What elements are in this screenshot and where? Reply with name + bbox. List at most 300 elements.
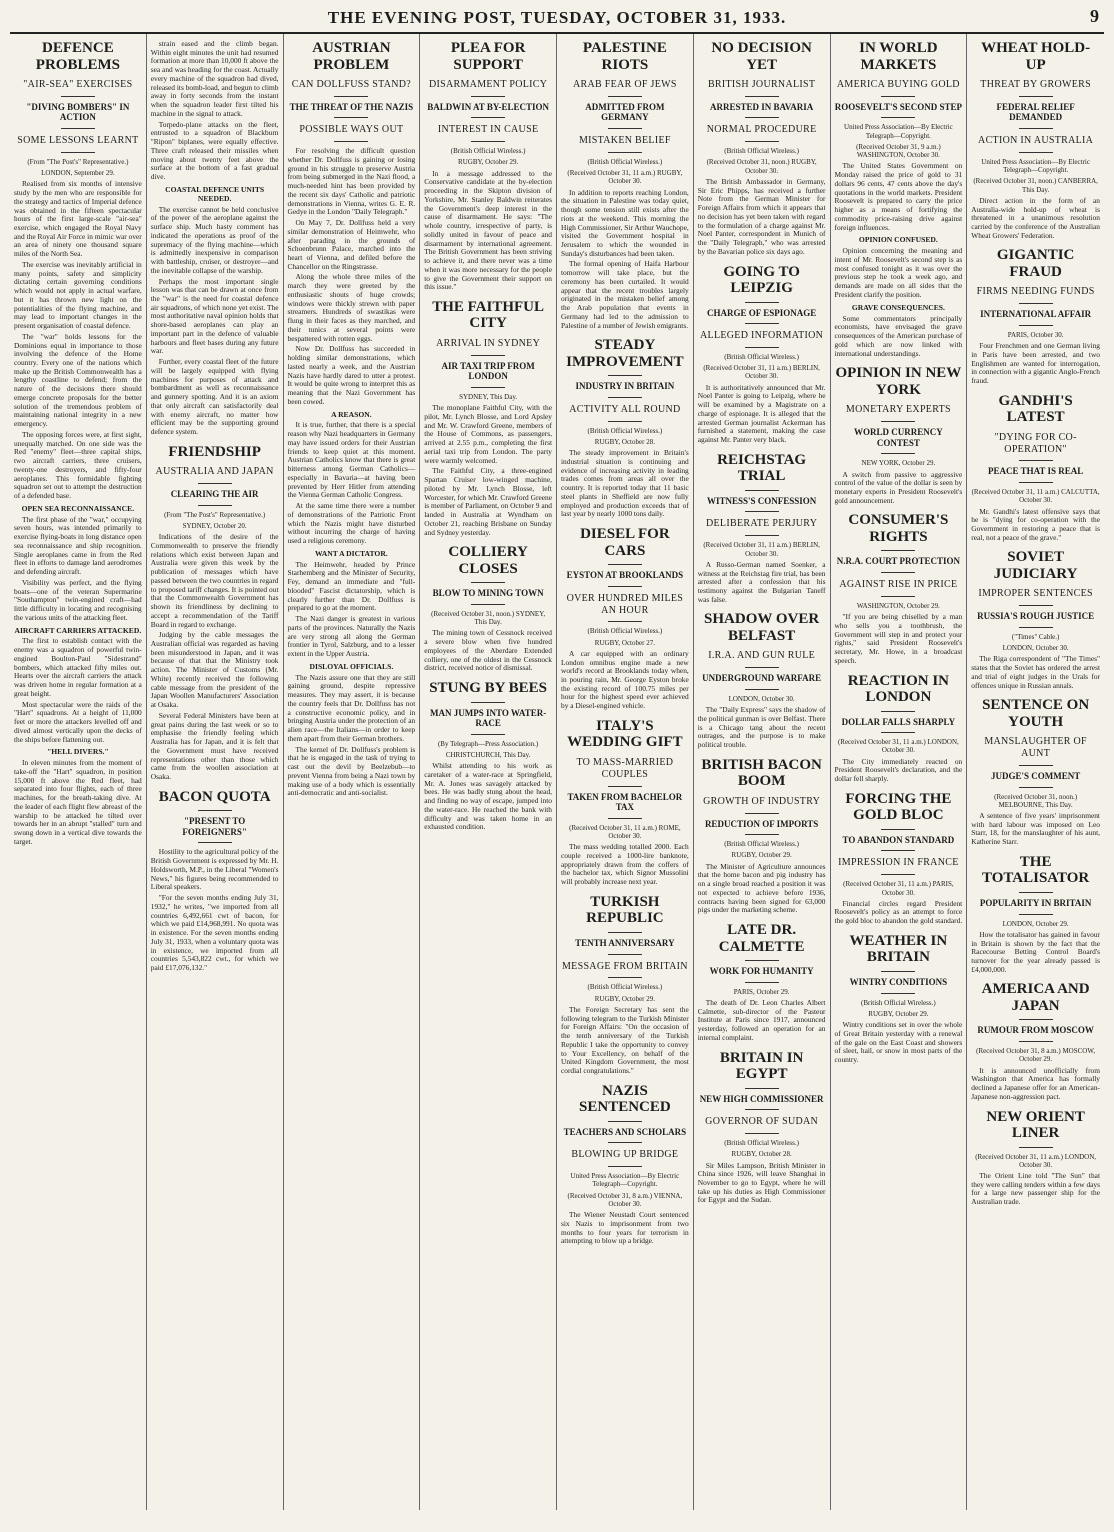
deck-headline: AMERICA BUYING GOLD <box>836 79 960 90</box>
article <box>151 789 279 973</box>
deck-headline: GOVERNOR OF SUDAN <box>705 1116 819 1128</box>
divider-rule <box>745 511 779 512</box>
body-paragraph: The Nazis assure one that they are still gaining ground, despite repressive measures. They may assert, it is because the country feels that Dr. Dollfuss has not a constructive economic policy, and in bringing Austria under the protection of an alien race—the Italians—in order to keep them apart from their German brothers. <box>287 672 416 743</box>
credit-line: (British Official Wireless.) <box>724 1139 799 1148</box>
deck-headline: INTERNATIONAL AFFAIR <box>980 309 1092 320</box>
body-paragraph: It is true, further, that there is a special reason why Nazi headquarters in Germany may have issued orders for their Austrian friends to keep quiet at this moment. Austrian Catholics know that there is great bitterness among German Catholics—especially in Bavaria—at having been prevented by Herr Hitler from attending the Vienna German Catholic Congress. <box>287 420 416 500</box>
divider-rule <box>745 1088 779 1089</box>
column <box>284 34 421 1510</box>
divider-rule <box>745 141 779 142</box>
body-paragraph: The monoplane Faithful City, with the pilot, Mr. Lynch Blosse, and Lord Apsley and Mr. W. Crawford Greene, members of the House of Commons, as passengers, arrived at 2.55 p.m., completing the first aerial taxi trip from London. The party were warmly welcomed. <box>424 403 552 465</box>
divider-rule <box>608 128 642 129</box>
column <box>831 34 968 1510</box>
deck-headline: "PRESENT TO FOREIGNERS" <box>182 816 247 837</box>
body-paragraph: "For the seven months ending July 31, 1932," he writes, "we imported from all countries 6,492,661 cwt of bacon, for which we paid £14,968,991. No quota was in existence. For the seven months ending July 31, 1933, when a voluntary quota was in existence, we imported from all countries 5,543,822 cwt., for which we paid £17,076,132." <box>150 893 279 972</box>
credit-line: (British Official Wireless.) <box>724 147 799 156</box>
headline: PLEA FOR SUPPORT <box>450 40 526 73</box>
body-paragraph: Hostility to the agricultural policy of the British Government is expressed by Mr. H. Holdsworth, M.P., in the Liberal "Women's News," his figures being recommended to Liberal speakers. <box>150 847 279 892</box>
dateline: LONDON, October 30. <box>1002 644 1069 653</box>
divider-rule <box>745 982 779 983</box>
divider-rule <box>608 96 642 97</box>
deck-headline: TO ABANDON STANDARD <box>842 834 955 845</box>
deck-headline: WORLD CURRENCY CONTEST <box>853 427 943 448</box>
divider-rule <box>608 1166 642 1167</box>
deck-headline: BACON QUOTA <box>158 788 271 805</box>
body-paragraph: Judging by the cable messages the Australian official was regarded as having been misunderstood in Japan, and it was because of that that the Ministry took action. The Minister of Customs (Mr. White) recently received the following cable message from the president of the Japan Woollen Manufacturers' Association at Osaka. <box>150 630 279 710</box>
article <box>971 981 1100 1101</box>
divider-rule <box>745 347 779 348</box>
body-paragraph: A sentence of five years' imprisonment with hard labour was imposed on Leo Starr, 18, for the manslaughter of his aunt, Katherine Starr. <box>971 811 1100 847</box>
article <box>835 673 963 784</box>
dateline: SYDNEY, October 20. <box>182 521 247 530</box>
article <box>698 611 826 749</box>
deck-headline: BALDWIN AT BY-ELECTION <box>427 101 550 112</box>
dateline: (Received October 31, 11 a.m.) LONDON, October 30. <box>975 1152 1097 1169</box>
deck-headline: RUSSIA'S ROUGH JUSTICE <box>977 611 1095 622</box>
dateline: (Received October 31, 11 a.m.) PARIS, October 30. <box>843 880 954 897</box>
deck-headline: CAN DOLLFUSS STAND? <box>291 79 412 90</box>
divider-rule <box>881 550 915 551</box>
divider-rule <box>745 960 779 961</box>
divider-rule <box>471 702 505 703</box>
body-paragraph: The exercise was inevitably artificial in many points, safety and simplicity dictating certain governing conditions which would not apply in actual warfare, but it has thrown new light on the potentialities of the flying machine, and may lead to important changes in the present organisation of coastal defence. <box>14 259 142 331</box>
deck-headline: NEW HIGH COMMISSIONER <box>699 1093 824 1104</box>
divider-rule <box>608 1121 642 1122</box>
body-paragraph: The opposing forces were, at first sight, unequally matched. On one side was the Red "enemy" fleet—three capital ships, two aircraft carriers, three cruisers, twenty-one destroyers, and fifty-four aeroplanes. This formidable fighting squadron set out to attempt the destruction of a defended base. <box>14 429 142 501</box>
divider-rule <box>881 596 915 597</box>
body-paragraph: Some commentators principally economists, have envisaged the grave consequences of the American purchase of gold which are now linked with international understandings. <box>834 313 963 358</box>
deck-headline: FEDERAL RELIEF DEMANDED <box>996 101 1075 123</box>
divider-rule <box>471 141 505 142</box>
deck-headline: IMPROPER SENTENCES <box>978 588 1093 600</box>
article <box>835 933 963 1065</box>
deck-headline: JUDGE'S COMMENT <box>990 770 1081 781</box>
deck-headline: MONETARY EXPERTS <box>845 404 951 416</box>
divider-rule <box>745 689 779 690</box>
deck-headline: ARRESTED IN BAVARIA <box>710 101 814 112</box>
divider-rule <box>881 96 915 97</box>
body-paragraph: It is authoritatively announced that Mr. Noel Panter is going to Leipzig, where he will be examined by a Magistrate on a charge of espionage. It is alleged that the arrested German journalist Ackerman has furnished a statement, making the case against Mr. Panter very black. <box>697 382 826 445</box>
credit-line: (British Official Wireless.) <box>587 627 663 636</box>
column <box>694 34 831 1510</box>
body-paragraph: Whilst attending to his work as caretaker of a water-race at Springfield, Mr. A. Jones was savagely attacked by bees. He was badly stung about the head, and finding no way of escape, jumped into the water-race. He reached the bank with difficulty and was taken home in an exhausted condition. <box>424 761 552 832</box>
divider-rule <box>1019 460 1053 461</box>
deck-headline: WITNESS'S CONFESSION <box>706 495 817 506</box>
divider-rule <box>61 96 95 97</box>
dateline: (Received October 31, 11 a.m.) BERLIN, October 30. <box>703 541 820 558</box>
dateline: RUGBY, October 28. <box>594 437 655 446</box>
deck-headline: "DYING FOR CO-OPERATION" <box>994 431 1077 455</box>
divider-rule <box>1019 482 1053 483</box>
divider-rule <box>1019 892 1053 893</box>
divider-rule <box>1019 1147 1053 1148</box>
divider-rule <box>745 302 779 303</box>
body-paragraph: Indications of the desire of the Commonwealth to preserve the friendly relations which exist between Japan and Australia were given this week by the publication of messages which have passed between the two countries in regard to proposed tariff changes. It is pointed out that the Commonwealth Government has shown its friendliness by declining to accept a recommendation of the Tariff Board in regard to exchange. <box>150 532 279 629</box>
article <box>698 452 826 605</box>
divider-rule <box>745 834 779 835</box>
credit-line: United Press Association—By Electric Telegraph—Copyright. <box>844 123 953 140</box>
divider-rule <box>471 355 505 356</box>
dateline: RUGBY, October 29. <box>731 851 792 860</box>
article <box>835 40 963 358</box>
dateline: RUGBY, October 28. <box>731 1150 792 1159</box>
credit-line: United Press Association—By Electric Telegraph—Copyright. <box>570 1172 680 1189</box>
dateline: RUGBY, October 27. <box>594 638 655 647</box>
divider-rule <box>198 483 232 484</box>
divider-rule <box>881 993 915 994</box>
deck-headline: NAZIS SENTENCED <box>579 1082 671 1116</box>
deck-headline: REDUCTION OF IMPORTS <box>704 818 819 829</box>
headline: AUSTRIAN PROBLEM <box>312 40 391 73</box>
body-paragraph: In eleven minutes from the moment of take-off the "Hart" squadron, in position 15,000 ft above the Red fleet, had separated into four flights, each of three machines, for the breath-taking dive. At the leader of each flight flew abreast of the warship to be attacked he tilted over towards her in an abrupt "stalled" turn and swung down in a vertical dive towards the target. <box>14 758 142 846</box>
column <box>967 34 1104 1510</box>
deck-headline: CHARGE OF ESPIONAGE <box>707 307 817 318</box>
divider-rule <box>745 490 779 491</box>
body-paragraph: The first to establish contact with the enemy was a squadron of powerful twin-engined Boulton-Paul "Sidestrand" bombers, which attacked fifty miles out. Hearts over the aircraft carriers the attack was driven home in regular formation at a great height. <box>14 636 142 698</box>
article <box>971 40 1100 240</box>
article <box>561 526 689 711</box>
divider-rule <box>1019 605 1053 606</box>
divider-rule <box>608 932 642 933</box>
subheading: WANT A DICTATOR. <box>315 548 388 558</box>
deck-headline: DOLLAR FALLS SHARPLY <box>841 716 956 727</box>
body-paragraph: The Nazi danger is greatest in various parts of the provinces. Naturally the Nazis are very strong all along the German frontier in Tyrol, Salzburg, and to a lesser extent in the Upper Austria. <box>287 614 416 659</box>
article <box>561 1083 689 1246</box>
divider-rule <box>198 842 232 843</box>
divider-rule <box>745 667 779 668</box>
body-paragraph: Four Frenchmen and one German living in Paris have been arrested, and two Englishmen are wanted for interrogation, in connection with a gigantic Anglo-French fraud. <box>971 341 1100 386</box>
headline: GANDHI'S LATEST <box>998 392 1073 426</box>
dateline: PARIS, October 30. <box>1007 330 1064 339</box>
deck-headline: MISTAKEN BELIEF <box>578 135 671 147</box>
headline: DEFENCE PROBLEMS <box>35 40 120 73</box>
article <box>424 544 552 673</box>
body-paragraph: Most spectacular were the raids of the "Hart" squadrons. At a height of 11,000 feet or more the attackers levelled off and dived almost vertically upon the decks of the ships before flattening out. <box>14 699 142 744</box>
deck-headline: POPULARITY IN BRITAIN <box>979 897 1092 908</box>
dateline: (Received October 31, 11 a.m.) RUGBY, October 30. <box>567 169 683 186</box>
body-paragraph: "If you are being chiselled by a man who sells you a toothbrush, the Government will step in and protect your rights," said President Roosevelt's secretary, Mr. Howe, in a broadcast speech. <box>834 612 963 665</box>
dateline: WASHINGTON, October 29. <box>856 601 940 610</box>
subheading: OPINION CONFUSED. <box>858 235 938 245</box>
credit-line: (British Official Wireless.) <box>450 147 526 156</box>
column-grid <box>10 34 1104 1510</box>
divider-rule <box>1019 1041 1053 1042</box>
divider-rule <box>608 564 642 565</box>
dateline: RUGBY, October 29. <box>868 1009 929 1018</box>
dateline: (Received October 31, 11 a.m.) ROME, October 30. <box>569 823 681 840</box>
divider-rule <box>745 813 779 814</box>
deck-headline: NEW ORIENT LINER <box>986 1108 1085 1142</box>
body-paragraph: The "war" holds lessons for the Dominions equal in importance to those involving the defence of the Home country. Every one of the nations which make up the British Commonwealth has a lengthy coastline to defend; from the nature of the decisions there should emerge concrete proposals for the better solution of the tremendous problem of maintaining national integrity in a new emergency. <box>14 331 142 429</box>
headline: FRIENDSHIP <box>168 443 261 460</box>
deck-headline: MESSAGE FROM BRITAIN <box>561 960 688 972</box>
deck-headline: SOME LESSONS LEARNT <box>17 135 139 147</box>
body-paragraph: The United States Government on Monday raised the price of gold to 31 dollars 96 cents, 47 cents above the day's quotations in the world markets. President Roosevelt is prepared to carry the price higher as a means of fortifying the commodity price-raising drive against foreign influences. <box>834 161 963 232</box>
article <box>151 40 279 437</box>
deck-headline: STEADY IMPROVEMENT <box>566 337 684 370</box>
credit-line: (British Official Wireless.) <box>587 426 663 435</box>
divider-rule <box>1019 152 1053 153</box>
divider-rule <box>471 582 505 583</box>
article <box>561 718 689 887</box>
credit-line: (By Telegraph—Press Association.) <box>437 739 539 748</box>
deck-headline: AGAINST RISE IN PRICE <box>839 579 958 591</box>
body-paragraph: Several Federal Ministers have been at great pains during the last week or so to emphasise the friendly feeling which Australia has for Japan, and it is felt that the Government must have received representations other than those which came from the woollen association at Osaka. <box>150 710 279 781</box>
deck-headline: PEACE THAT IS REAL <box>987 466 1084 477</box>
headline: SHADOW OVER BELFAST <box>704 611 820 644</box>
body-paragraph: For resolving the difficult question whether Dr. Dollfuss is gaining or losing ground in his struggle to preserve Austria from being submerged in the Nazi flood, a much-needed hint has been provided by the recent six days' Catholic and patriotic demonstrations in Vienna, writes G. E. R. Gedye in the London "Daily Telegraph." <box>287 146 416 217</box>
divider-rule <box>745 1133 779 1134</box>
deck-headline: ALLEGED INFORMATION <box>700 330 824 342</box>
credit-line: United Press Association—By Electric Telegraph—Copyright. <box>981 157 1090 175</box>
article <box>151 444 279 782</box>
dateline: (Received October 31, 11 a.m.) CALCUTTA, October 30. <box>971 488 1100 505</box>
divider-rule <box>745 323 779 324</box>
divider-rule <box>881 453 915 454</box>
body-paragraph: The mining town of Cessnock received a severe blow when five hundred employees of the Aberdare Extended colliery, one of the oldest in the Cessnock district, received notice of dismissal. <box>424 628 552 673</box>
deck-headline: EYSTON AT BROOKLANDS <box>566 570 684 581</box>
article <box>835 512 963 665</box>
divider-rule <box>608 152 642 153</box>
headline: WHEAT HOLD-UP <box>981 40 1091 73</box>
divider-rule <box>1019 1019 1053 1020</box>
deck-headline: BRITISH JOURNALIST <box>707 79 816 90</box>
body-paragraph: At the same time there were a number of demonstrations of the Patriotic Front which the Nazis might have disturbed without incurring the charge of having used a religious ceremony. <box>287 501 416 545</box>
article <box>835 365 963 505</box>
credit-line: (From "The Post's" Representative.) <box>164 510 266 519</box>
deck-headline: IMPRESSION IN FRANCE <box>838 857 959 869</box>
divider-rule <box>608 1142 642 1143</box>
divider-rule <box>1019 765 1053 766</box>
body-paragraph: Sir Miles Lampson, British Minister in China since 1926, will leave Shanghai in November to go to Egypt, where he will take up his duties as High Commissioner for Egypt and the Sudan. <box>697 1160 826 1205</box>
deck-headline: OVER HUNDRED MILES AN HOUR <box>566 592 684 616</box>
deck-headline: "DIVING BOMBERS" IN ACTION <box>26 101 130 123</box>
deck-headline: INTEREST IN CAUSE <box>437 124 539 136</box>
headline: NO DECISION YET <box>711 40 812 73</box>
headline: SOVIET JUDICIARY <box>993 549 1078 582</box>
dateline: SYDNEY, This Day. <box>459 393 518 401</box>
divider-rule <box>608 977 642 978</box>
article <box>698 922 826 1043</box>
subheading: OPEN SEA RECONNAISSANCE. <box>21 503 135 513</box>
divider-rule <box>334 96 368 97</box>
deck-headline: NORMAL PROCEDURE <box>706 124 817 136</box>
deck-headline: FIRMS NEEDING FUNDS <box>976 286 1095 298</box>
headline: ITALY'S WEDDING GIFT <box>567 717 683 751</box>
article <box>971 1109 1100 1207</box>
column <box>557 34 694 1510</box>
body-paragraph: The death of Dr. Leon Charles Albert Calmette, sub-director of the Pasteur Institute at Paris since 1917, announced yesterday, followed an operation for an internal complaint. <box>697 997 826 1042</box>
dateline: PARIS, October 29. <box>733 987 790 996</box>
divider-rule <box>881 572 915 573</box>
divider-rule <box>881 850 915 851</box>
subheading: A REASON. <box>331 409 372 419</box>
divider-rule <box>198 810 232 811</box>
divider-rule <box>334 117 368 118</box>
body-paragraph: The first phase of the "war," occupying seven hours, was intended primarily to exercise flying-boats in long distance open sea reconnaissance and ship recognition. Single aeroplanes came in from the Red fleet in efforts to damage land aerodromes and defending aircraft. <box>14 514 142 577</box>
deck-headline: BRITAIN IN EGYPT <box>719 1049 804 1083</box>
deck-headline: ARRIVAL IN SYDNEY <box>436 337 541 349</box>
headline: THE FAITHFUL CITY <box>432 298 545 332</box>
deck-headline: TAKEN FROM BACHELOR TAX <box>567 791 683 813</box>
divider-rule <box>471 604 505 605</box>
credit-line: (British Official Wireless.) <box>724 840 799 849</box>
divider-rule <box>745 117 779 118</box>
body-paragraph: The "Daily Express" says the shadow of the political gunman is over Belfast. There is a Chicago tang about the recent outrages, and the purpose is to make political trouble. <box>697 705 826 750</box>
body-paragraph: The City immediately reacted on President Roosevelt's declaration, and the dollar fell sharply. <box>834 756 963 784</box>
body-paragraph: It is announced unofficially from Washington that America has formally declined a Japanese offer for an American-Japanese non-aggression pact. <box>971 1065 1100 1101</box>
body-paragraph: How the totalisator has gained in favour in Britain is shown by the fact that the Racecourse Betting Control Board's turnover for the year already passed is £4,000,000. <box>971 929 1100 974</box>
headline: OPINION IN NEW YORK <box>835 365 962 398</box>
deck-headline: CLEARING THE AIR <box>170 489 259 500</box>
deck-headline: TO MASS-MARRIED COUPLES <box>576 756 674 780</box>
divider-rule <box>61 128 95 129</box>
deck-headline: DELIBERATE PERJURY <box>706 518 818 530</box>
body-paragraph: In addition to reports reaching London, the situation in Palestine was today quiet, though some tension still exists after the riots at the weekend. This morning the High Commissioner, Sir Arthur Wauchope, visited the Government hospital in Jerusalem to which the wounded in Sunday's disturbances had been taken. <box>561 187 689 258</box>
body-paragraph: The mass wedding totalled 2000. Each couple received a 1000-lire banknote, appropriately drawn from the coffers of the bachelor tax, which Signor Mussolini will probably increase next year. <box>561 842 689 887</box>
body-paragraph: Now Dr. Dollfuss has succeeded in holding similar demonstrations, which lasted nearly a week, and the Austrian Nazis have hardly dared to utter a protest. It would be quite wrong to interpret this as meaning that the Nazi Government has been cowed. <box>287 344 416 406</box>
body-paragraph: Opinion concerning the meaning and intent of Mr. Roosevelt's second step is as most confused tonight as it was over the previous step he took a week ago, and demands are made on all sides that the President clarify the position. <box>834 246 963 299</box>
subheading: AIRCRAFT CARRIERS ATTACKED. <box>14 625 142 635</box>
credit-line: (British Official Wireless.) <box>861 998 936 1007</box>
credit-line: (From "The Post's" Representative.) <box>27 157 129 166</box>
divider-rule <box>1019 627 1053 628</box>
body-paragraph: The steady improvement in Britain's industrial situation is continuing and evidence of increasing activity in leading trades comes from areas all over the country. It is reported today that 11 basic steel plants in Sheffield are now fully employed and production exceeds that of last year by nearly 1000 tons daily. <box>561 448 689 519</box>
divider-rule <box>1019 787 1053 788</box>
body-paragraph: In a message addressed to the Conservative candidate at the by-election proceeding in the Skipton division of Yorkshire, Mr. Stanley Baldwin reiterates the Government's deep interest in the cause of disarmament. He says: "The whole country, irrespective of party, is solidly united in favour of peace and disarmament by international agreement. The British Government has been striving to achieve it, and there never was a time when it was more necessary for the people to give the Government their support on this issue." <box>424 168 552 292</box>
article <box>424 40 552 292</box>
dateline: LONDON, September 29. <box>41 169 115 178</box>
body-paragraph: The Riga correspondent of "The Times" states that the Soviet has ordered the arrest and trial of eight judges in the Urals for offences unique in Russian annals. <box>971 654 1100 690</box>
headline: IN WORLD MARKETS <box>859 40 938 73</box>
headline: BRITISH BACON BOOM <box>701 756 822 790</box>
divider-rule <box>1019 303 1053 304</box>
deck-headline: DISARMAMENT POLICY <box>428 79 548 90</box>
article <box>561 40 689 330</box>
dateline: (Received October 31, 8 a.m.) VIENNA, October 30. <box>567 1191 683 1208</box>
article <box>698 757 826 915</box>
headline: GIGANTIC FRAUD <box>996 247 1075 280</box>
body-paragraph: Mr. Gandhi's latest offensive says that he is "dying for co-operation with the Government in restoring a peace that is real, not a peace of the grave." <box>971 506 1100 542</box>
deck-headline: ROOSEVELT'S SECOND STEP <box>834 101 962 112</box>
body-paragraph: Financial circles regard President Roosevelt's policy as an attempt to force the gold bloc to abandon the gold standard. <box>834 898 963 926</box>
article <box>14 40 142 847</box>
body-paragraph: Further, every coastal fleet of the future will be largely equipped with flying machines for purposes of attack and bombardment as well as reconnaissance and gunnery spotting. And it is an axiom that only aircraft can satisfactorily deal with enemy aircraft, no matter how efficient may be the supporting ground defence system. <box>150 357 279 437</box>
deck-headline: TENTH ANNIVERSARY <box>575 937 675 948</box>
deck-headline: AIR TAXI TRIP FROM LONDON <box>441 360 535 382</box>
dateline: (Received October 31, 9 a.m.) WASHINGTON, October 30. <box>856 142 941 160</box>
divider-rule <box>608 954 642 955</box>
body-paragraph: strain eased and the climb began. Within eight minutes the unit had resumed formation at more than 10,000 ft above the sea and was heading for the coast. Actually every machine of the squadron had dived, released its bomb-load, and begun to climb away in forty seconds from the instant when the squadron leader first tilted his machine in the signal to attack. <box>150 39 279 118</box>
body-paragraph: The Heimwehr, headed by Prince Starhemberg and the Minister of Security, Fey, demand an immediate and "full-blooded" Fascist dictatorship, which is clearly further than Dr. Dollfuss is prepared to go at the moment. <box>287 559 416 613</box>
deck-headline: I.R.A. AND GUN RULE <box>708 650 816 662</box>
dateline: (Received October 31, noon.) SYDNEY, This Day. <box>431 609 546 627</box>
divider-rule <box>471 96 505 97</box>
divider-rule <box>608 621 642 622</box>
divider-rule <box>471 734 505 735</box>
deck-headline: ACTIVITY ALL ROUND <box>569 403 681 415</box>
deck-headline: UNDERGROUND WARFARE <box>702 673 822 684</box>
article <box>971 393 1100 543</box>
deck-headline: MANSLAUGHTER OF AUNT <box>984 736 1087 760</box>
divider-rule <box>745 1109 779 1110</box>
body-paragraph: The British Ambassador in Germany, Sir Eric Phipps, has received a further Note from the German Minister for Foreign Affairs from which it appears that no decision has yet been taken with regard to the formulation of a charge against Mr. Noel Panter, correspondent in Munich of the "Daily Telegraph," who was arrested by the Bavarian police six days ago. <box>697 176 826 256</box>
deck-headline: ACTION IN AUSTRALIA <box>978 135 1094 147</box>
credit-line: (British Official Wireless.) <box>587 983 663 992</box>
deck-headline: RUMOUR FROM MOSCOW <box>977 1025 1094 1036</box>
body-paragraph: A car equipped with an ordinary London omnibus engine made a new world's record at Brooklands today when, in pouring rain, Mr. George Eyston broke the existing record of 100.75 miles per hour for the highest speed ever achieved by a Diesel-engined vehicle. <box>561 648 689 711</box>
dateline: (Received October 31, noon.) CANBERRA, This Day. <box>973 177 1098 194</box>
divider-rule <box>745 535 779 536</box>
body-paragraph: The Wiener Neustadt Court sentenced six Nazis to imprisonment from two months to four years for terrorism in attempting to blow up a bridge. <box>561 1210 689 1246</box>
article <box>835 791 963 926</box>
body-paragraph: The Faithful City, a three-engined Spartan Cruiser low-winged machine, piloted by Mr. Lynch Blosse, left Worcester, for which Mr. Crawford Greene is member of Parliament, on October 9 and landed in Australia at Wyndham on October 21, reaching Brisbane on Sunday and Sydney yesterday. <box>424 466 552 537</box>
deck-headline: BLOWING UP BRIDGE <box>571 1149 679 1161</box>
divider-rule <box>198 505 232 506</box>
divider-rule <box>1019 128 1053 129</box>
dateline: RUGBY, October 29. <box>458 158 519 167</box>
body-paragraph: The Minister of Agriculture announces that the home bacon and pig industry has on a single broad reached a position it was not expected to achieve before 1936, contracts having been signed for 63,000 pigs under the marketing scheme. <box>697 861 826 915</box>
divider-rule <box>881 874 915 875</box>
article <box>698 264 826 445</box>
credit-line: (British Official Wireless.) <box>587 157 663 166</box>
deck-headline: "AIR-SEA" EXERCISES <box>23 79 133 90</box>
dateline: (Received October 31, noon.) RUGBY, October 30. <box>706 158 817 175</box>
dateline: (Received October 31, 11 a.m.) BERLIN, October 30. <box>703 364 820 381</box>
dateline: (Received October 31, 8 a.m.) MOSCOW, October 29. <box>976 1047 1096 1064</box>
body-paragraph: Wintry conditions set in over the whole of Great Britain yesterday with a renewal of the gale on the East Coast and showers of sleet, hail, or snow in most parts of the country. <box>834 1020 963 1064</box>
deck-headline: REACTION IN LONDON <box>847 672 949 706</box>
deck-headline: MAN JUMPS INTO WATER-RACE <box>429 707 547 729</box>
divider-rule <box>881 711 915 712</box>
headline: PALESTINE RIOTS <box>582 40 667 73</box>
divider-rule <box>881 117 915 118</box>
deck-headline: DIESEL FOR CARS <box>580 526 670 559</box>
body-paragraph: The Orient Line told "The Sun" that they were calling tenders within a few days for a large new passenger ship for the Australian trade. <box>971 1171 1100 1207</box>
dateline: LONDON, October 29. <box>1002 919 1069 928</box>
deck-headline: THE TOTALISATOR <box>981 853 1090 887</box>
article <box>288 40 416 798</box>
deck-headline: ARAB FEAR OF JEWS <box>573 79 677 90</box>
deck-headline: WEATHER IN BRITAIN <box>849 932 948 966</box>
article <box>561 894 689 1076</box>
body-paragraph: The exercise cannot be held conclusive of the power of the aeroplane against the surface ship. Much hasty comment has indicated the operations as proof of the supremacy of the flying machine—which is admittedly inexpensive in comparison with battleship, cruiser, or destroyer—and the inevitable collapse of the warship. <box>150 204 279 275</box>
article <box>424 299 552 537</box>
divider-rule <box>334 141 368 142</box>
deck-headline: COLLIERY CLOSES <box>448 544 528 577</box>
divider-rule <box>61 152 95 153</box>
deck-headline: GOING TO LEIPZIG <box>723 263 800 297</box>
dateline: (Received October 31, noon.) MELBOURNE, This Day. <box>994 792 1078 809</box>
body-paragraph: Direct action in the form of an Australia-wide hold-up of wheat is threatened in a unanimous resolution carried by the conference of the Australian Wheat Growers' Federation. <box>971 195 1100 240</box>
deck-headline: TEACHERS AND SCHOLARS <box>563 1126 687 1137</box>
masthead-title: THE EVENING POST, TUESDAY, OCTOBER 31, 1933. <box>327 8 787 27</box>
dateline: RUGBY, October 29. <box>594 994 655 1003</box>
deck-headline: GROWTH OF INDUSTRY <box>703 795 821 807</box>
body-paragraph: A Russo-German named Soenker, a witness at the Reichstag fire trial, has been arrested after a confession that his testimony against the Bulgarian Taneff was false. <box>697 559 826 604</box>
headline: SENTENCE ON YOUTH <box>982 697 1090 730</box>
divider-rule <box>608 786 642 787</box>
divider-rule <box>1019 325 1053 326</box>
divider-rule <box>608 375 642 376</box>
deck-headline: AMERICA AND JAPAN <box>981 981 1090 1014</box>
article <box>561 337 689 519</box>
body-paragraph: Realised from six months of intensive study by the men who are responsible for the strategy and tactics of Imperial defence was obtained in the fifteen spectacular hours of the first large-scale "air-sea" exercise, which engaged the Royal Navy and the Royal Air Force in mimic war over an area of ninety one thousand square miles of the North Sea. <box>14 179 142 259</box>
deck-headline: AUSTRALIA AND JAPAN <box>155 466 274 478</box>
deck-headline: TURKISH REPUBLIC <box>586 893 664 927</box>
deck-headline: N.R.A. COURT PROTECTION <box>836 556 961 567</box>
column <box>147 34 284 1510</box>
